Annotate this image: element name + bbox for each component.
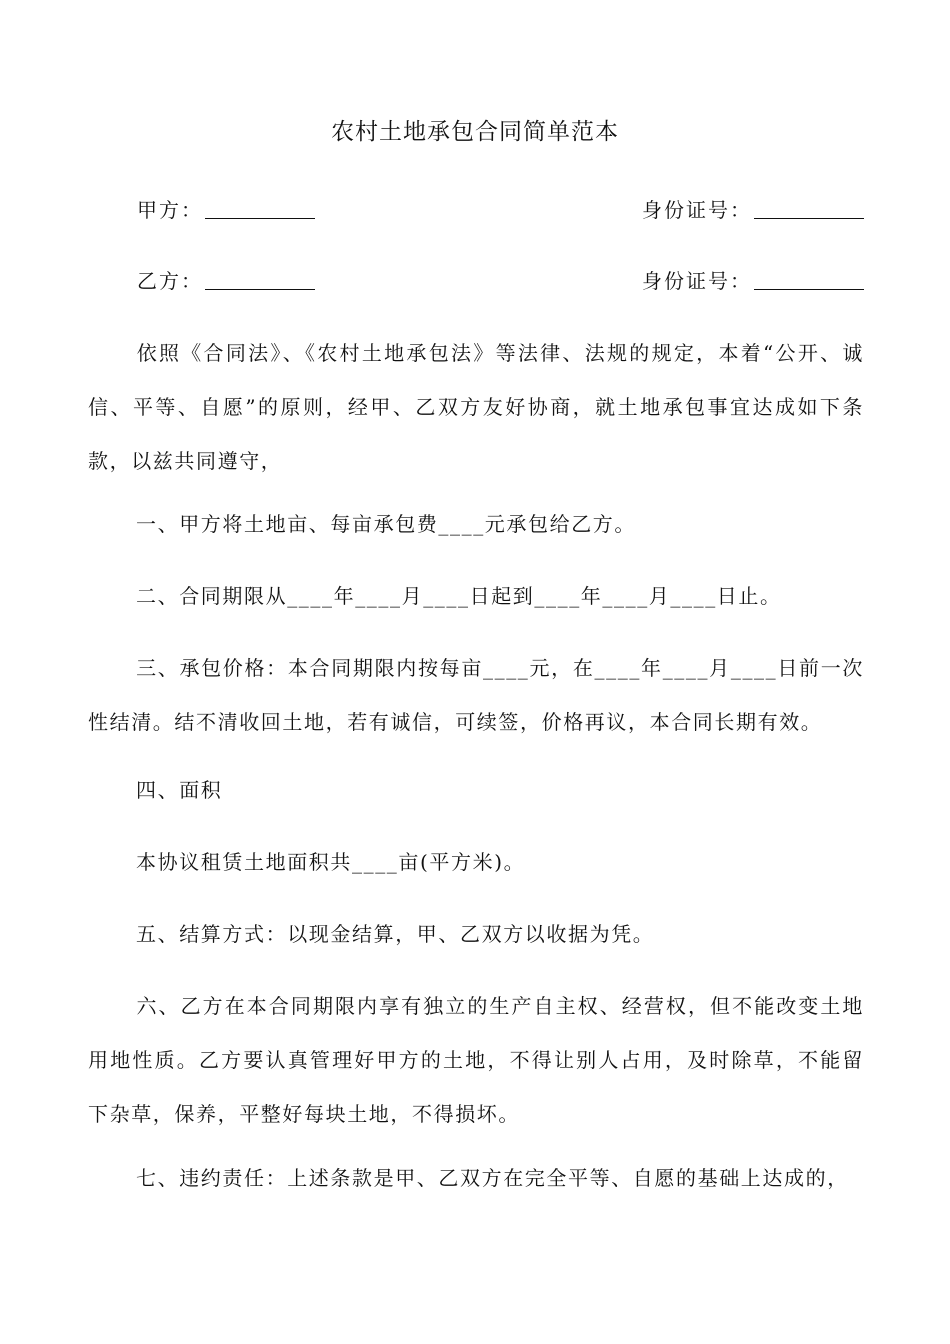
clause-7-paragraph (88, 1151, 864, 1205)
party-a-blank (205, 196, 315, 219)
party-b-id-blank (754, 267, 864, 290)
clause-5-paragraph (88, 907, 864, 961)
party-b-label: 乙方： (137, 269, 203, 293)
party-a-field (137, 192, 315, 228)
party-b-field (137, 263, 315, 299)
party-a-id-label: 身份证号： (642, 198, 752, 222)
preamble-text: 依照《合同法》、《农村土地承包法》等法律、法规的规定，本着“公开、诚信、平等、自愿”的原则，经甲、乙双方友好协商，就土地承包事宜达成如下条款，以兹共同遵守， (88, 341, 864, 473)
clause-6-paragraph (88, 979, 864, 1141)
party-b-row (137, 263, 864, 299)
clause-3-text: 三、承包价格：本合同期限内按每亩____元，在____年____月____日前一次性结清。结不清收回土地，若有诚信，可续签，价格再议，本合同长期有效。 (88, 656, 864, 734)
clause-2-paragraph (88, 569, 864, 623)
party-b-id-field (642, 263, 864, 299)
party-b-id-label: 身份证号： (642, 269, 752, 293)
clause-1-text: 一、甲方将土地亩、每亩承包费____元承包给乙方。 (136, 512, 636, 536)
clause-3-paragraph (88, 641, 864, 749)
preamble-paragraph (88, 326, 864, 488)
party-a-id-blank (754, 196, 864, 219)
clause-6-text: 六、乙方在本合同期限内享有独立的生产自主权、经营权，但不能改变土地用地性质。乙方要认真管理好甲方的土地，不得让别人占用，及时除草，不能留下杂草，保养，平整好每块土地，不得损坏。 (88, 994, 864, 1126)
document-title: 农村土地承包合同简单范本 (331, 119, 619, 145)
clause-1-paragraph (88, 497, 864, 551)
party-a-label: 甲方： (137, 198, 203, 222)
clause-4-heading (88, 763, 864, 817)
party-b-blank (205, 267, 315, 290)
party-a-row (137, 192, 864, 228)
party-a-id-field (642, 192, 864, 228)
clause-2-text: 二、合同期限从____年____月____日起到____年____月____日止。 (136, 584, 782, 608)
clause-4-paragraph (88, 835, 864, 889)
clause-4-text: 本协议租赁土地面积共____亩(平方米)。 (136, 850, 526, 874)
clause-5-text: 五、结算方式：以现金结算，甲、乙双方以收据为凭。 (136, 922, 655, 946)
clause-7-text: 七、违约责任：上述条款是甲、乙双方在完全平等、自愿的基础上达成的， (136, 1166, 849, 1190)
clause-4-heading-text: 四、面积 (136, 778, 223, 802)
